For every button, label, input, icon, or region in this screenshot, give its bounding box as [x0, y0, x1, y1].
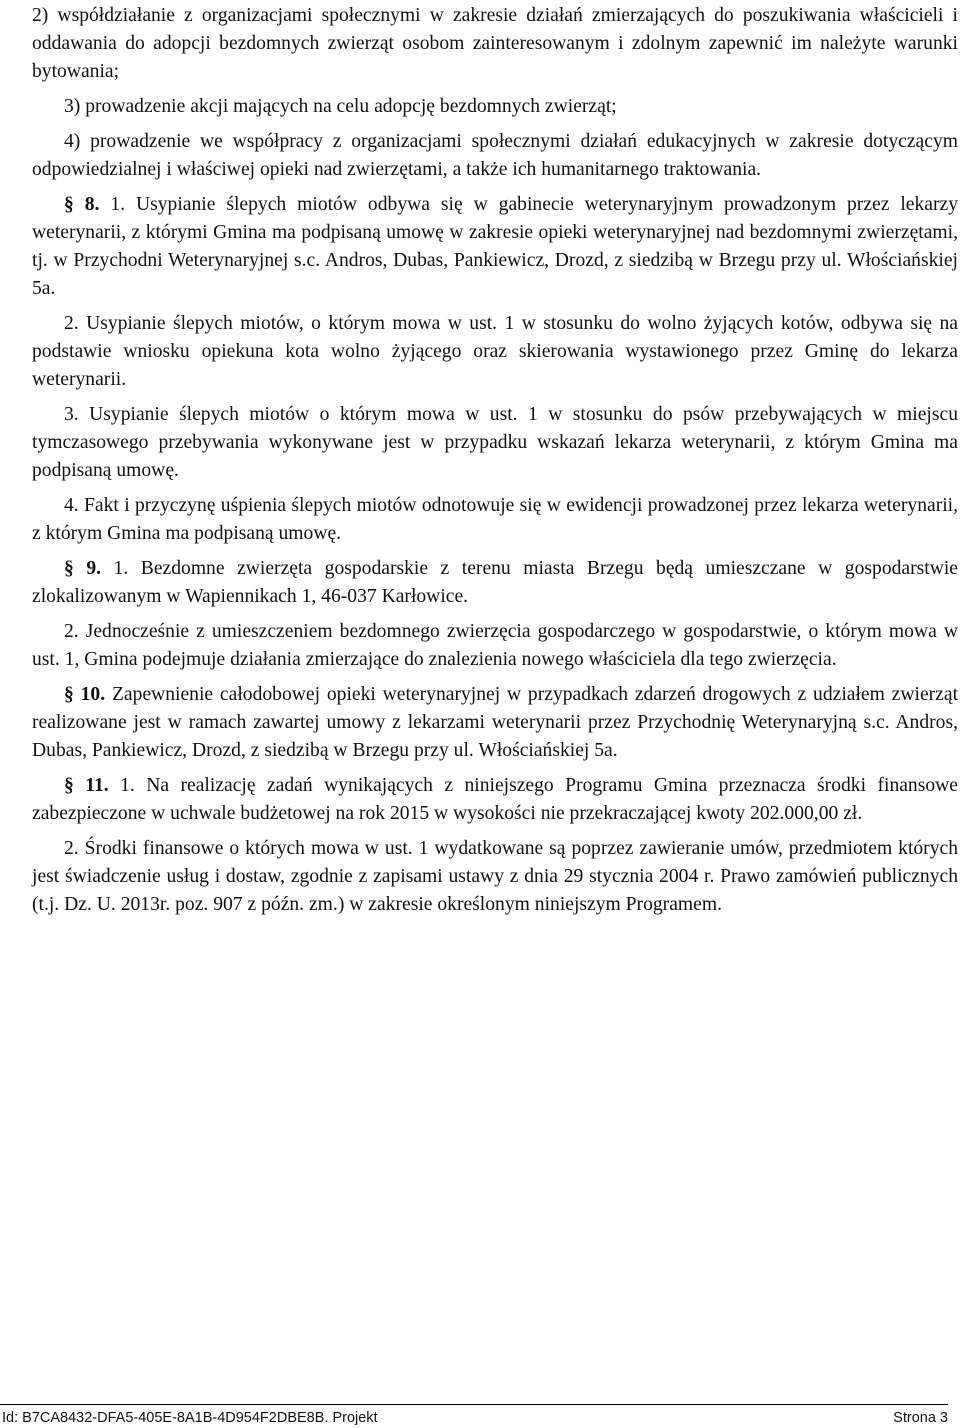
- section-10-paragraph: [32, 681, 958, 765]
- paragraph-item-3: 3) prowadzenie akcji mających na celu adopcję bezdomnych zwierząt;: [64, 96, 617, 117]
- section-8-text-1: 1. Usypianie ślepych miotów odbywa się w gabinecie weterynaryjnym prowadzonym przez lekarzy weterynarii, z którymi Gmina ma podpisaną umowę w zakresie opieki weterynaryjnej nad bezdomnymi zwierzętami, tj. w Przychodni Weterynaryjnej s.c. Andros, Dubas, Pankiewicz, Drozd, z siedzibą w Brzegu przy ul. Włościańskiej 5a.: [32, 194, 958, 299]
- section-9-text-1: 1. Bezdomne zwierzęta gospodarskie z terenu miasta Brzegu będą umieszczane w gospodarstwie zlokalizowanym w Wapiennikach 1, 46-037 Karłowice.: [32, 558, 958, 607]
- section-9-paragraph-2: 2. Jednocześnie z umieszczeniem bezdomnego zwierzęcia gospodarczego w gospodarstwie, o którym mowa w ust. 1, Gmina podejmuje działania zmierzające do znalezienia nowego właściciela dla tego zwierzęcia.: [32, 621, 958, 670]
- section-8-paragraph-4: 4. Fakt i przyczynę uśpienia ślepych miotów odnotowuje się w ewidencji prowadzonej przez lekarza weterynarii, z którym Gmina ma podpisaną umowę.: [32, 495, 958, 544]
- section-9-paragraph-1: [32, 555, 958, 611]
- paragraph-item-4: 4) prowadzenie we współpracy z organizacjami społecznymi działań edukacyjnych w zakresie dotyczącym odpowiedzialnej i właściwej opieki nad zwierzętami, a także ich humanitarnego traktowania.: [32, 131, 958, 180]
- section-8-paragraph-3: 3. Usypianie ślepych miotów o którym mowa w ust. 1 w stosunku do psów przebywających w miejscu tymczasowego przebywania wykonywane jest w przypadku wskazań lekarza weterynarii, z którym Gmina ma podpisaną umowę.: [32, 404, 958, 481]
- section-11-text-1: 1. Na realizację zadań wynikających z niniejszego Programu Gmina przeznacza środki finansowe zabezpieczone w uchwale budżetowej na rok 2015 w wysokości nie przekraczającej kwoty 202.000,00 zł.: [32, 775, 958, 824]
- section-11-paragraph-2: 2. Środki finansowe o których mowa w ust. 1 wydatkowane są poprzez zawieranie umów, przedmiotem których jest świadczenie usług i dostaw, zgodnie z zapisami ustawy z dnia 29 stycznia 2004 r. Prawo zamówień publicznych (t.j. Dz. U. 2013r. poz. 907 z późn. zm.) w zakresie określonym niniejszym Programem.: [32, 838, 958, 915]
- section-10-text: Zapewnienie całodobowej opieki weterynaryjnej w przypadkach zdarzeń drogowych z udziałem zwierząt realizowane jest w ramach zawartej umowy z lekarzami weterynarii przez Przychodnię Weterynaryjną s.c. Andros, Dubas, Pankiewicz, Drozd, z siedzibą w Brzegu przy ul. Włościańskiej 5a.: [32, 684, 959, 761]
- footer-divider: [0, 1404, 948, 1405]
- section-10-number: § 10.: [64, 684, 106, 705]
- section-8-number: § 8.: [64, 194, 100, 215]
- paragraph-item-2: 2) współdziałanie z organizacjami społecznymi w zakresie działań zmierzających do poszukiwania właścicieli i oddawania do adopcji bezdomnych zwierząt osobom zainteresowanym i zdolnym zapewnić im należyte warunki bytowania;: [32, 5, 958, 82]
- page-number: Strona 3: [893, 1410, 948, 1426]
- page-footer: [2, 1408, 948, 1428]
- section-9-number: § 9.: [64, 558, 102, 579]
- section-8-paragraph-2: 2. Usypianie ślepych miotów, o którym mowa w ust. 1 w stosunku do wolno żyjących kotów, odbywa się na podstawie wniosku opiekuna kota wolno żyjącego oraz skierowania wystawionego przez Gminę do lekarza weterynarii.: [32, 313, 958, 390]
- section-8-paragraph-1: [32, 191, 958, 303]
- document-body: [32, 2, 958, 919]
- section-11-paragraph-1: [32, 772, 958, 828]
- document-id: Id: B7CA8432-DFA5-405E-8A1B-4D954F2DBE8B. Projekt: [2, 1410, 378, 1426]
- section-11-number: § 11.: [64, 775, 109, 796]
